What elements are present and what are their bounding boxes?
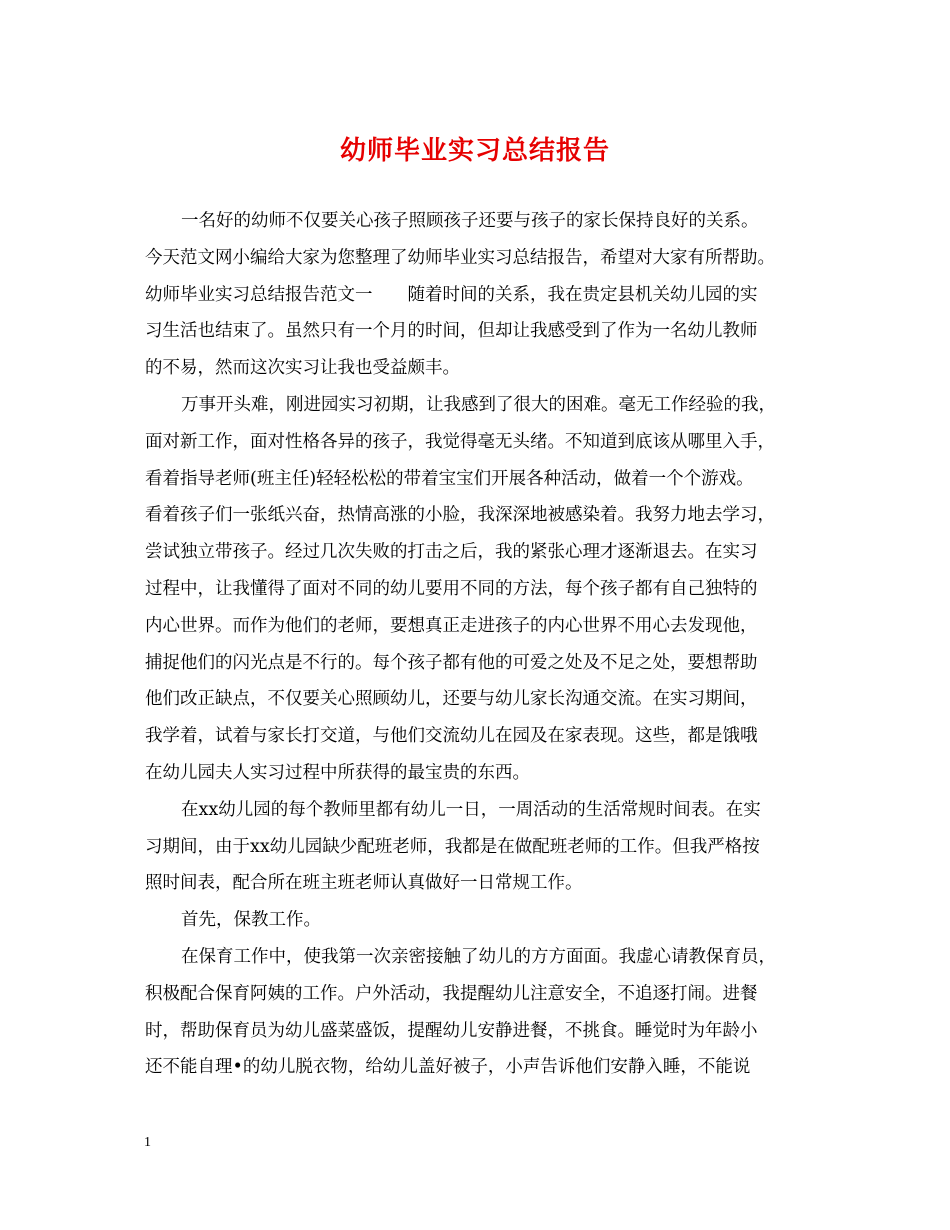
document-body [145, 203, 805, 1086]
body-line: 幼师毕业实习总结报告范文一 随着时间的关系，我在贵定县机关幼儿园的实 [145, 284, 758, 305]
body-line: 看着指导老师(班主任)轻轻松松的带着宝宝们开展各种活动，做着一个个游戏。 [145, 468, 754, 489]
body-line: 在保育工作中，使我第一次亲密接触了幼儿的方方面面。我虚心请教保育员， [181, 946, 776, 967]
body-line: 首先，保教工作。 [181, 910, 321, 931]
body-line: 面对新工作，面对性格各异的孩子，我觉得毫无头绪。不知道到底该从哪里入手， [145, 431, 775, 452]
body-line: 我学着，试着与家长打交道，与他们交流幼儿在园及在家表现。这些，都是饿哦 [145, 726, 758, 747]
body-line: 在幼儿园夫人实习过程中所获得的最宝贵的东西。 [145, 762, 530, 783]
body-line: 内心世界。而作为他们的老师，要想真正走进孩子的内心世界不用心去发现他， [145, 615, 758, 636]
body-line: 过程中，让我懂得了面对不同的幼儿要用不同的方法，每个孩子都有自己独特的 [145, 578, 758, 599]
body-line: 还不能自理•的幼儿脱衣物，给幼儿盖好被子，小声告诉他们安静入睡，不能说 [145, 1057, 751, 1078]
body-line: 照时间表，配合所在班主班老师认真做好一日常规工作。 [145, 873, 583, 894]
body-line: 一名好的幼师不仅要关心孩子照顾孩子还要与孩子的家长保持良好的关系。 [181, 211, 759, 231]
body-line: 万事开头难，刚进园实习初期，让我感到了很大的困难。毫无工作经验的我， [181, 394, 776, 415]
body-line: 捕捉他们的闪光点是不行的。每个孩子都有他的可爱之处及不足之处，要想帮助 [145, 652, 758, 673]
body-line: 尝试独立带孩子。经过几次失败的打击之后，我的紧张心理才逐渐退去。在实习 [145, 542, 758, 563]
body-line: 时，帮助保育员为幼儿盛菜盛饭，提醒幼儿安静进餐，不挑食。睡觉时为年龄小 [145, 1020, 758, 1041]
page-number: 1 [144, 1135, 151, 1150]
body-line: 习期间，由于xx幼儿园缺少配班老师，我都是在做配班老师的工作。但我严格按 [145, 836, 760, 857]
body-line: 今天范文网小编给大家为您整理了幼师毕业实习总结报告，希望对大家有所帮助。 [145, 247, 775, 268]
body-line: 的不易，然而这次实习让我也受益颇丰。 [145, 358, 460, 379]
body-line: 看着孩子们一张纸兴奋，热情高涨的小脸，我深深地被感染着。我努力地去学习， [145, 505, 775, 526]
body-line: 他们改正缺点，不仅要关心照顾幼儿，还要与幼儿家长沟通交流。在实习期间， [145, 689, 758, 710]
body-line: 在xx幼儿园的每个教师里都有幼儿一日，一周活动的生活常规时间表。在实 [181, 799, 761, 820]
document-title: 幼师毕业实习总结报告 [339, 136, 610, 166]
body-line: 积极配合保育阿姨的工作。户外活动，我提醒幼儿注意安全，不追逐打闹。进餐 [145, 983, 758, 1004]
body-line: 习生活也结束了。虽然只有一个月的时间，但却让我感受到了作为一名幼儿教师 [145, 321, 758, 342]
